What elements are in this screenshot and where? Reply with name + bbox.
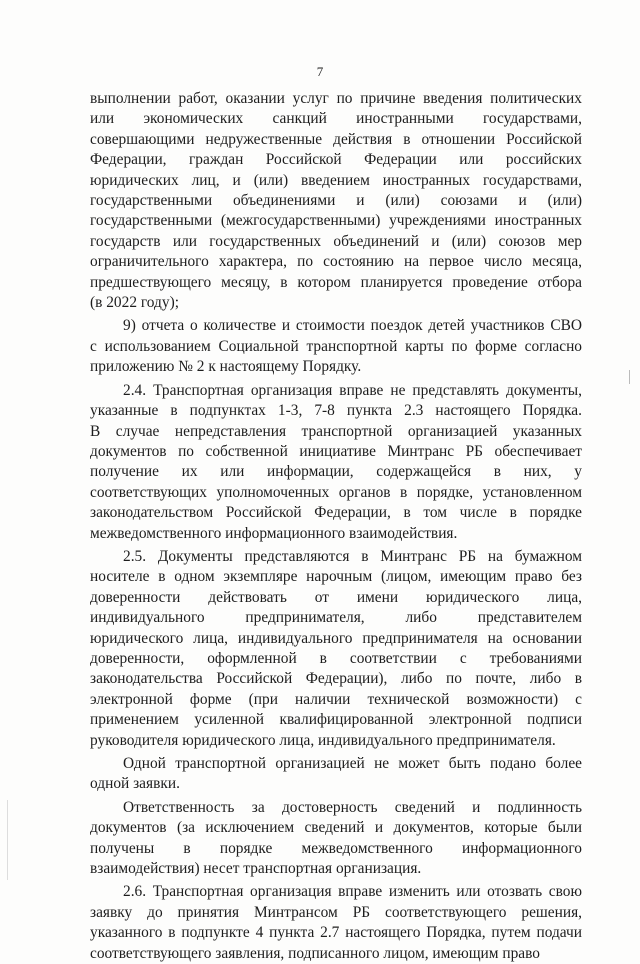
text-line: В случае непредставления транспортной организацией указанных bbox=[90, 422, 582, 440]
text-line: документов по собственной инициативе Минтранс РБ обеспечивает bbox=[90, 442, 582, 460]
text-line: или экономических санкций иностранными государствами, bbox=[90, 110, 582, 128]
text-line: одной заявки. bbox=[90, 775, 180, 793]
paragraph bbox=[90, 381, 582, 544]
text-line: 2.4. Транспортная организация вправе не представлять документы, bbox=[123, 381, 582, 399]
text-line: индивидуального предпринимателя, либо представителем bbox=[90, 609, 582, 627]
scan-margin-mark bbox=[629, 370, 630, 384]
text-line: Ответственность за достоверность сведений и подлинность bbox=[123, 798, 582, 816]
document-body bbox=[90, 89, 582, 964]
paragraph bbox=[90, 547, 582, 751]
text-line: доверенности действовать от имени юридического лица, bbox=[90, 588, 582, 606]
text-line: Федерации, граждан Российской Федерации или российских bbox=[90, 151, 582, 169]
text-line: государственными объединениями и (или) союзами и (или) bbox=[90, 192, 582, 210]
text-line: 2.6. Транспортная организация вправе изменить или отозвать свою bbox=[123, 883, 582, 901]
paragraph bbox=[90, 754, 582, 795]
text-line: государств или государственных объединений и (или) союзов мер bbox=[90, 232, 582, 250]
text-line: указанные в подпунктах 1-3, 7-8 пункта 2.3 настоящего Порядка. bbox=[90, 402, 582, 420]
text-line: заявку до принятия Минтрансом РБ соответствующего решения, bbox=[90, 903, 582, 921]
text-line: соответствующих уполномоченных органов в порядке, установленном bbox=[90, 483, 582, 501]
text-line: носителе в одном экземпляре нарочным (лицом, имеющим право без bbox=[90, 568, 582, 586]
text-line: 9) отчета о количестве и стоимости поездок детей участников СВО bbox=[123, 317, 582, 335]
text-line: приложению № 2 к настоящему Порядку. bbox=[90, 358, 362, 376]
text-line: юридического лица, индивидуального предпринимателя на основании bbox=[90, 629, 582, 647]
text-line: выполнении работ, оказании услуг по причине введения политических bbox=[90, 90, 582, 107]
text-line: ограничительного характера, по состоянию на первое число месяца, bbox=[90, 253, 582, 271]
text-line: (в 2022 году); bbox=[90, 294, 179, 312]
text-line: совершающими недружественные действия в отношении Российской bbox=[90, 130, 582, 148]
text-line: соответствующего заявления, подписанного лицом, имеющим право bbox=[90, 944, 540, 962]
page-number: 7 bbox=[316, 64, 324, 79]
text-line: применением усиленной квалифицированной электронной подписи bbox=[90, 711, 582, 729]
text-line: межведомственного информационного взаимодействия. bbox=[90, 524, 458, 542]
text-line: законодательства Российской Федерации), либо по почте, либо в bbox=[90, 670, 582, 688]
paragraph bbox=[90, 882, 582, 964]
scan-margin-mark bbox=[7, 800, 8, 880]
text-line: 2.5. Документы представляются в Минтранс РБ на бумажном bbox=[123, 547, 582, 565]
text-line: юридических лиц, и (или) введением иностранных государствами, bbox=[90, 171, 582, 189]
paragraph bbox=[90, 89, 582, 313]
text-line: доверенности, оформленной в соответствии с требованиями bbox=[90, 649, 582, 667]
text-line: документов (за исключением сведений и документов, которые были bbox=[90, 819, 582, 837]
text-line: Одной транспортной организацией не может быть подано более bbox=[123, 755, 582, 772]
paragraph bbox=[90, 316, 582, 377]
text-line: указанного в подпункте 4 пункта 2.7 настоящего Порядка, путем подачи bbox=[90, 924, 582, 942]
text-line: получены в порядке межведомственного информационного bbox=[90, 839, 582, 857]
text-line: с использованием Социальной транспортной карты по форме согласно bbox=[90, 337, 582, 355]
text-line: получение их или информации, содержащейся в них, у bbox=[90, 463, 582, 481]
text-line: электронной форме (при наличии технической возможности) с bbox=[90, 690, 582, 708]
text-line: государственными (межгосударственными) учреждениями иностранных bbox=[90, 212, 582, 230]
text-line: взаимодействия) несет транспортная организация. bbox=[90, 860, 422, 878]
text-line: руководителя юридического лица, индивидуального предпринимателя. bbox=[90, 731, 556, 749]
text-line: предшествующего месяцу, в котором планируется проведение отбора bbox=[90, 273, 582, 291]
paragraph bbox=[90, 798, 582, 880]
text-line: законодательством Российской Федерации, в том числе в порядке bbox=[90, 504, 582, 522]
